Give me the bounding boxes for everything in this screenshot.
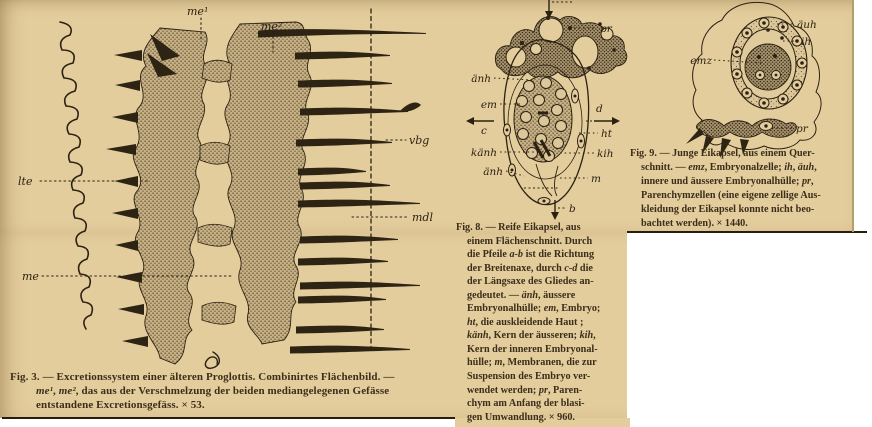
- fig3-caption-line: entstandene Excretionsgefäss. × 53.: [36, 398, 205, 411]
- fig9-caption-line: kleidung der Eikapsel konnte nicht beo-: [641, 204, 815, 215]
- fig8-caption-line: hülle; m, Membranen, die zur: [467, 357, 597, 369]
- fig3-label-lte: lte: [18, 175, 33, 188]
- fig9-caption: [630, 147, 856, 231]
- fig8-caption-line: Kern der inneren Embryonal-: [467, 343, 598, 355]
- fig3-lateral-vessel: [60, 22, 92, 329]
- fig8-caption-line: ht, die auskleidende Haut ;: [467, 316, 584, 328]
- fig8-caption-line: Suspension des Embryo ver-: [467, 371, 591, 383]
- fig9-caption-line: Parenchymzellen (eine eigene zellige Aus-: [641, 190, 821, 201]
- fig8-caption-line: wendet werden; pr, Paren-: [467, 384, 583, 396]
- fig8-label-ht: ht: [601, 128, 612, 140]
- fig8-drawing: [466, 0, 627, 220]
- fig8-label-b: b: [569, 203, 576, 215]
- fig9-label-pr: pr: [796, 123, 808, 135]
- fig3-medial-band-1: [133, 28, 207, 364]
- fig3-caption-line: Fig. 3. — Excretionssystem einer älteren Proglottis. Combinirtes Flächenbild. —: [10, 371, 395, 383]
- fig9-caption-line: schnitt. — emz, Embryonalzelle; ih, äuh,: [641, 162, 817, 173]
- fig9-caption-line: Fig. 9. — Junge Eikapsel, aus einem Quer-: [630, 148, 815, 159]
- fig8-caption-line: die Pfeile a-b ist die Richtung: [467, 249, 595, 261]
- fig8-label-d: d: [596, 103, 603, 115]
- fig8-label-c: c: [481, 125, 487, 137]
- fig8-caption: [456, 221, 632, 424]
- fig8-caption-line: känh, Kern der äusseren; kih,: [467, 330, 596, 342]
- fig8-label-anh-lower: änh: [483, 166, 503, 178]
- fig9-label-emz: emz: [690, 55, 712, 67]
- fig3-label-me2: me²: [261, 20, 283, 33]
- fig3-label-mdl: mdl: [412, 211, 433, 224]
- fig3-label-me1: me¹: [187, 5, 209, 18]
- fig3-caption: [10, 371, 394, 412]
- fig3-label-vbg: vbg: [409, 134, 430, 147]
- fig3-drawing: [18, 5, 433, 368]
- fig9-caption-line: innere und äussere Embryonalhülle; pr,: [641, 176, 814, 187]
- fig9-drawing: [686, 2, 821, 158]
- fig3-medial-band-2: [225, 22, 311, 344]
- fig8-caption-line: Fig. 8. — Reife Eikapsel, aus: [456, 222, 581, 233]
- fig8-label-kih: kih: [597, 148, 614, 160]
- fig8-membranes: [536, 164, 558, 196]
- fig8-caption-line: gen Umwandlung. × 960.: [467, 411, 575, 423]
- fig8-caption-line: gedeutet. — änh, äussere: [467, 289, 576, 301]
- fig8-label-em: em: [480, 99, 497, 111]
- fig8-caption-line: der Längsaxe des Gliedes an-: [467, 276, 594, 288]
- fig3-caption-line: me¹, me², das aus der Verschmelzung der beiden mediangelegenen Gefässe: [36, 384, 390, 397]
- fig8-caption-line: der Breitenaxe, durch c-d die: [467, 262, 593, 274]
- fig8-label-m: m: [591, 173, 601, 185]
- fig9-label-auh: äuh: [797, 19, 817, 31]
- fig8-caption-line: chym am Anfang der blasi-: [467, 398, 585, 410]
- fig9-caption-line: bachtet werden). × 1440.: [641, 218, 748, 229]
- fig8-label-pr: pr: [600, 23, 612, 35]
- fig9-parenchyma-nucleus: [764, 124, 767, 127]
- fig8-arrow-c: [466, 117, 494, 125]
- fig9-label-ih: ih: [801, 36, 812, 48]
- fig8-arrow-d: [586, 117, 620, 125]
- fig3-label-me: me: [22, 270, 39, 283]
- fig8-caption-line: Embryonalhülle; em, Embryo;: [467, 303, 601, 315]
- fig9-embryo: [745, 44, 791, 90]
- fig3-bottom-curl: [205, 352, 219, 368]
- fig8-label-kanh: känh: [470, 147, 497, 159]
- fig8-caption-line: einem Flächenschnitt. Durch: [467, 235, 593, 247]
- fig8-label-anh-upper: änh: [471, 73, 491, 85]
